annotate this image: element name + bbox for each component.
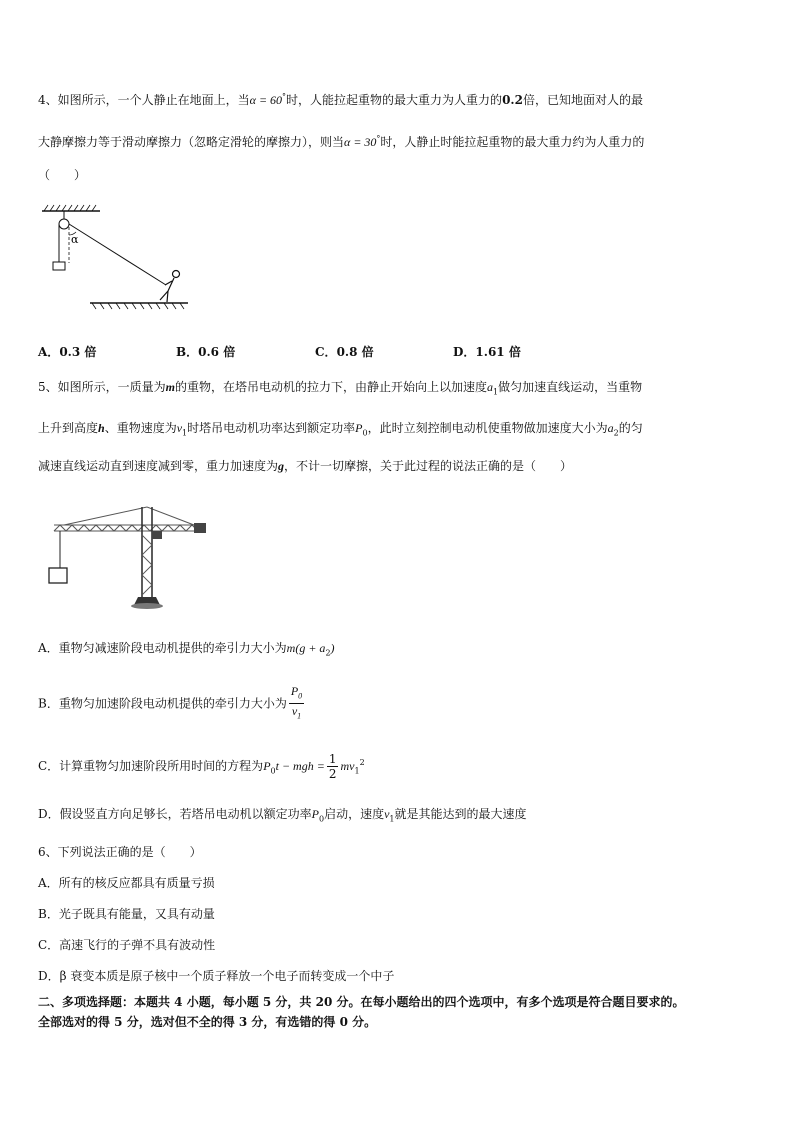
degree-sign: ° [376, 134, 381, 143]
section2-heading: 二、多项选择题：本题共 4 小题，每小题 5 分，共 20 分。在每小题给出的四个选项中，有多个选项是符合题目要求的。 [38, 995, 685, 1009]
q6-option-b: B．光子既具有能量，又具有动量 [38, 907, 215, 921]
fraction-half: $\frac{1}{2}$ [328, 752, 337, 781]
fraction-p0-v1: $\frac{P_0}{v_1}$ [290, 684, 303, 721]
crane-figure [44, 505, 209, 615]
alpha-label: α [71, 233, 79, 246]
q4-option-a: A．0.3 倍 [38, 345, 97, 359]
person-icon [160, 271, 180, 303]
q4-option-d: D．1.61 倍 [453, 345, 521, 359]
q4-text: 4、如图所示，一个人静止在地面上，当 [38, 93, 250, 107]
q4-text: 时，人静止时能拉起重物的最大重力约为人重力的 [380, 135, 645, 149]
q4-option-b: B．0.6 倍 [176, 345, 236, 359]
q4-text: 大静摩擦力等于滑动摩擦力（忽略定滑轮的摩擦力），则当 [38, 135, 345, 149]
ratio-value: 0.2 [502, 93, 523, 107]
q4-option-c: C．0.8 倍 [315, 345, 374, 359]
q4-line2 [38, 130, 644, 151]
q5-line3: 减速直线运动直到速度减到零，重力加速度为g，不计一切摩擦，关于此过程的说法正确的是（ ） [38, 459, 573, 473]
section2-instructions: 全部选对的得 5 分，选对但不全的得 3 分，有选错的得 0 分。 [38, 1015, 377, 1029]
q5-line2: 上升到高度h、重物速度为$v_1$时塔吊电动机功率达到额定功率$P_0$，此时立刻控制电动机使重物做加速度大小为$a_2$的匀 [38, 421, 643, 438]
q5-line1: 5、如图所示，一质量为m的重物，在塔吊电动机的拉力下，由静止开始向上以加速度$a_1$做匀加速直线运动，当重物 [38, 380, 643, 397]
pulley-figure [38, 205, 188, 315]
q6-stem: 6、下列说法正确的是（ ） [38, 845, 202, 859]
q5-option-d: D．假设竖直方向足够长，若塔吊电动机以额定功率$P_0$启动，速度$v_1$就是其能达到的最大速度 [38, 807, 527, 824]
q4-line3 [38, 166, 86, 184]
degree-sign: ° [282, 92, 287, 101]
q4-text: 倍，已知地面对人的最 [522, 93, 643, 107]
q5-option-b: B．重物匀加速阶段电动机提供的牵引力大小为 $\frac{P_0}{v_1}$ [38, 684, 306, 724]
q5-option-c: C．计算重物匀加速阶段所用时间的方程为$P_0t$ − mgh = $\frac{1}{2}$ $mv_1^2$ [38, 752, 365, 781]
q4-text: 时，人能拉起重物的最大重力为人重力的 [286, 93, 503, 107]
q6-option-a: A．所有的核反应都具有质量亏损 [38, 876, 215, 890]
q6-option-c: C．高速飞行的子弹不具有波动性 [38, 938, 216, 952]
alpha-30: α = 30 [344, 135, 377, 149]
q4-paren: （ ） [38, 168, 87, 182]
q5-option-a: A．重物匀减速阶段电动机提供的牵引力大小为$m(g + a_2)$ [38, 641, 335, 658]
q4-line1 [38, 88, 643, 109]
alpha-60: α = 60 [249, 93, 283, 107]
q6-option-d: D．β 衰变本质是原子核中一个质子释放一个电子而转变成一个中子 [38, 969, 395, 983]
